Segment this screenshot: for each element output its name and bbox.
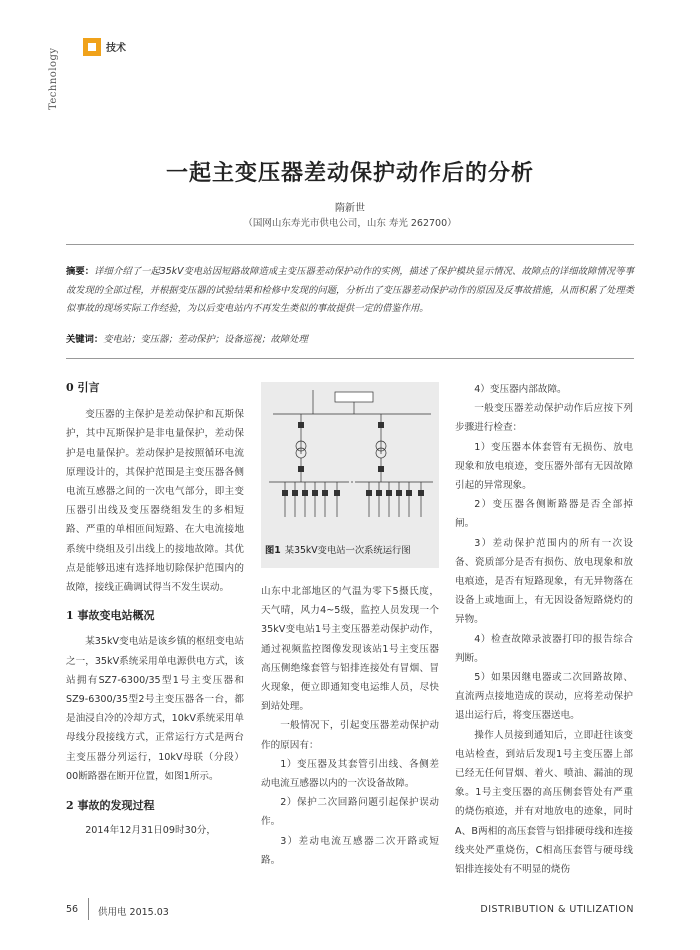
list-item: 1）变压器及其套管引出线、各侧差动电流互感器以内的一次设备故障。 xyxy=(261,758,439,790)
list-item: 2）变压器各侧断路器是否全部掉闸。 xyxy=(455,499,633,530)
figure-caption xyxy=(265,542,411,556)
heading-introduction: 0 引言 xyxy=(66,381,100,394)
article-affiliation: （国网山东寿光市供电公司，山东 寿光 262700） xyxy=(243,218,457,229)
paragraph: 某35kV变电站是该乡镇的枢纽变电站之一，35kV系统采用单电源供电方式，该站拥有SZ7-6300/35型1号主变压器和SZ9-6300/35型2号主变压器各一台，都是油浸自冷的冷却方式，10kV系统采用单母线分段接线方式，正常运行方式是两台主变压器分列运行，10kV母联（分段）00断路器在断开位置，如图1所示。 xyxy=(66,636,244,782)
figure-number: 图1 xyxy=(265,545,281,556)
page-number: 56 xyxy=(66,904,79,915)
magazine-issue: 供用电 2015.03 xyxy=(98,907,169,918)
heading-discovery-process: 2 事故的发现过程 xyxy=(66,799,155,813)
column-3 xyxy=(455,380,633,879)
keywords-label: 关键词： xyxy=(66,334,104,345)
list-item: 3）差动保护范围内的所有一次设备、瓷质部分是否有损伤、放电现象和放电痕迹，是否有短路现象，有无异物落在设备上或地面上，有无因设备短路烧灼的异物。 xyxy=(455,537,633,626)
divider-top xyxy=(66,244,634,245)
article-title: 一起主变压器差动保护动作后的分析 xyxy=(165,160,534,186)
paragraph: 一般情况下，引起变压器差动保护动作的原因有： xyxy=(261,720,439,751)
footer-divider xyxy=(88,898,89,920)
abstract-text: 详细介绍了一起35kV变电站因短路故障造成主变压器差动保护动作的实例，描述了保护模块显示情况、故障点的详细故障情况等事故发现的全部过程，并根据变压器的试验结果和检修中发现的问题，分析出了变压器差动保护动作的原因及反事故措施，从而积累了处理类似事故的现场实际工作经验，为以后变电站内不再发生类似的事故提供一定的借鉴作用。 xyxy=(66,266,634,314)
figure-caption-text: 某35kV变电站一次系统运行图 xyxy=(284,545,411,556)
heading-substation-overview: 1 事故变电站概况 xyxy=(66,609,155,623)
paragraph: 操作人员接到通知后，立即赶往该变电站检查，到站后发现1号主变压器上部已经无任何冒烟、着火、喷油、漏油的现象。1号主变压器的高压侧套管处有严重的烧伤痕迹，并有对地放电的迹象，同时A、B两相的高压套管与铝排硬母线和连接线夹处严重烧伤，C相高压套管与硬母线铝排连接处有不明显的烧伤 xyxy=(455,729,633,876)
column-1 xyxy=(66,381,244,840)
list-item: 3）差动电流互感器二次开路或短路。 xyxy=(261,835,439,866)
column-2 xyxy=(261,582,439,870)
paragraph: 变压器的主保护是差动保护和瓦斯保护，其中瓦斯保护是非电量保护，差动保护是电量保护。差动保护是按照循环电流原理设计的，其保护范围是主变压器各侧电流互感器之间的一次电气部分，即主变压器引出线及变压器绕组发生的多相短路、严重的单相匝间短路、在大电流接地系统中绕组及引出线上的接地故障。其优点是能够迅速有选择地切除保护范围内的故障，接线正确调试得当不发生误动。 xyxy=(66,409,244,594)
keywords-text: 变电站；变压器；差动保护；设备巡视；故障处理 xyxy=(103,334,308,345)
abstract-label: 摘要： xyxy=(66,266,95,277)
figure-1 xyxy=(261,382,439,568)
article-author: 隋新世 xyxy=(335,203,365,214)
abstract xyxy=(66,263,634,319)
journal-name: DISTRIBUTION & UTILIZATION xyxy=(480,904,634,915)
paragraph: 山东中北部地区的气温为零下5摄氏度，天气晴，风力4~5级，监控人员发现一个35kV变电站1号主变压器差动保护动作，通过视频监控图像发现该站1号主变压器高压侧绝缘套管与铝排连接处有冒烟、冒火现象，便立即通知变电运维人员，尽快到站处理。 xyxy=(261,586,439,713)
section-side-label: Technology xyxy=(48,47,59,110)
paragraph: 2014年12月31日09时30分， xyxy=(85,825,216,837)
list-item: 2）保护二次回路问题引起保护误动作。 xyxy=(261,797,439,828)
keywords xyxy=(66,331,634,345)
paragraph: 一般变压器差动保护动作后应按下列步骤进行检查： xyxy=(455,403,633,434)
list-item: 4）变压器内部故障。 xyxy=(474,384,567,395)
single-line-diagram xyxy=(261,382,439,537)
list-item: 4）检查故障录波器打印的报告综合判断。 xyxy=(455,633,633,664)
list-item: 5）如果因继电器或二次回路故障、直流两点接地造成的误动，应将差动保护退出运行后，将变压器送电。 xyxy=(455,672,633,722)
section-marker-icon xyxy=(83,38,101,56)
divider-abstract xyxy=(66,358,634,359)
list-item: 1）变压器本体套管有无损伤、放电现象和放电痕迹，变压器外部有无因故障引起的异常现象。 xyxy=(455,441,633,492)
section-title: 技术 xyxy=(106,43,126,54)
